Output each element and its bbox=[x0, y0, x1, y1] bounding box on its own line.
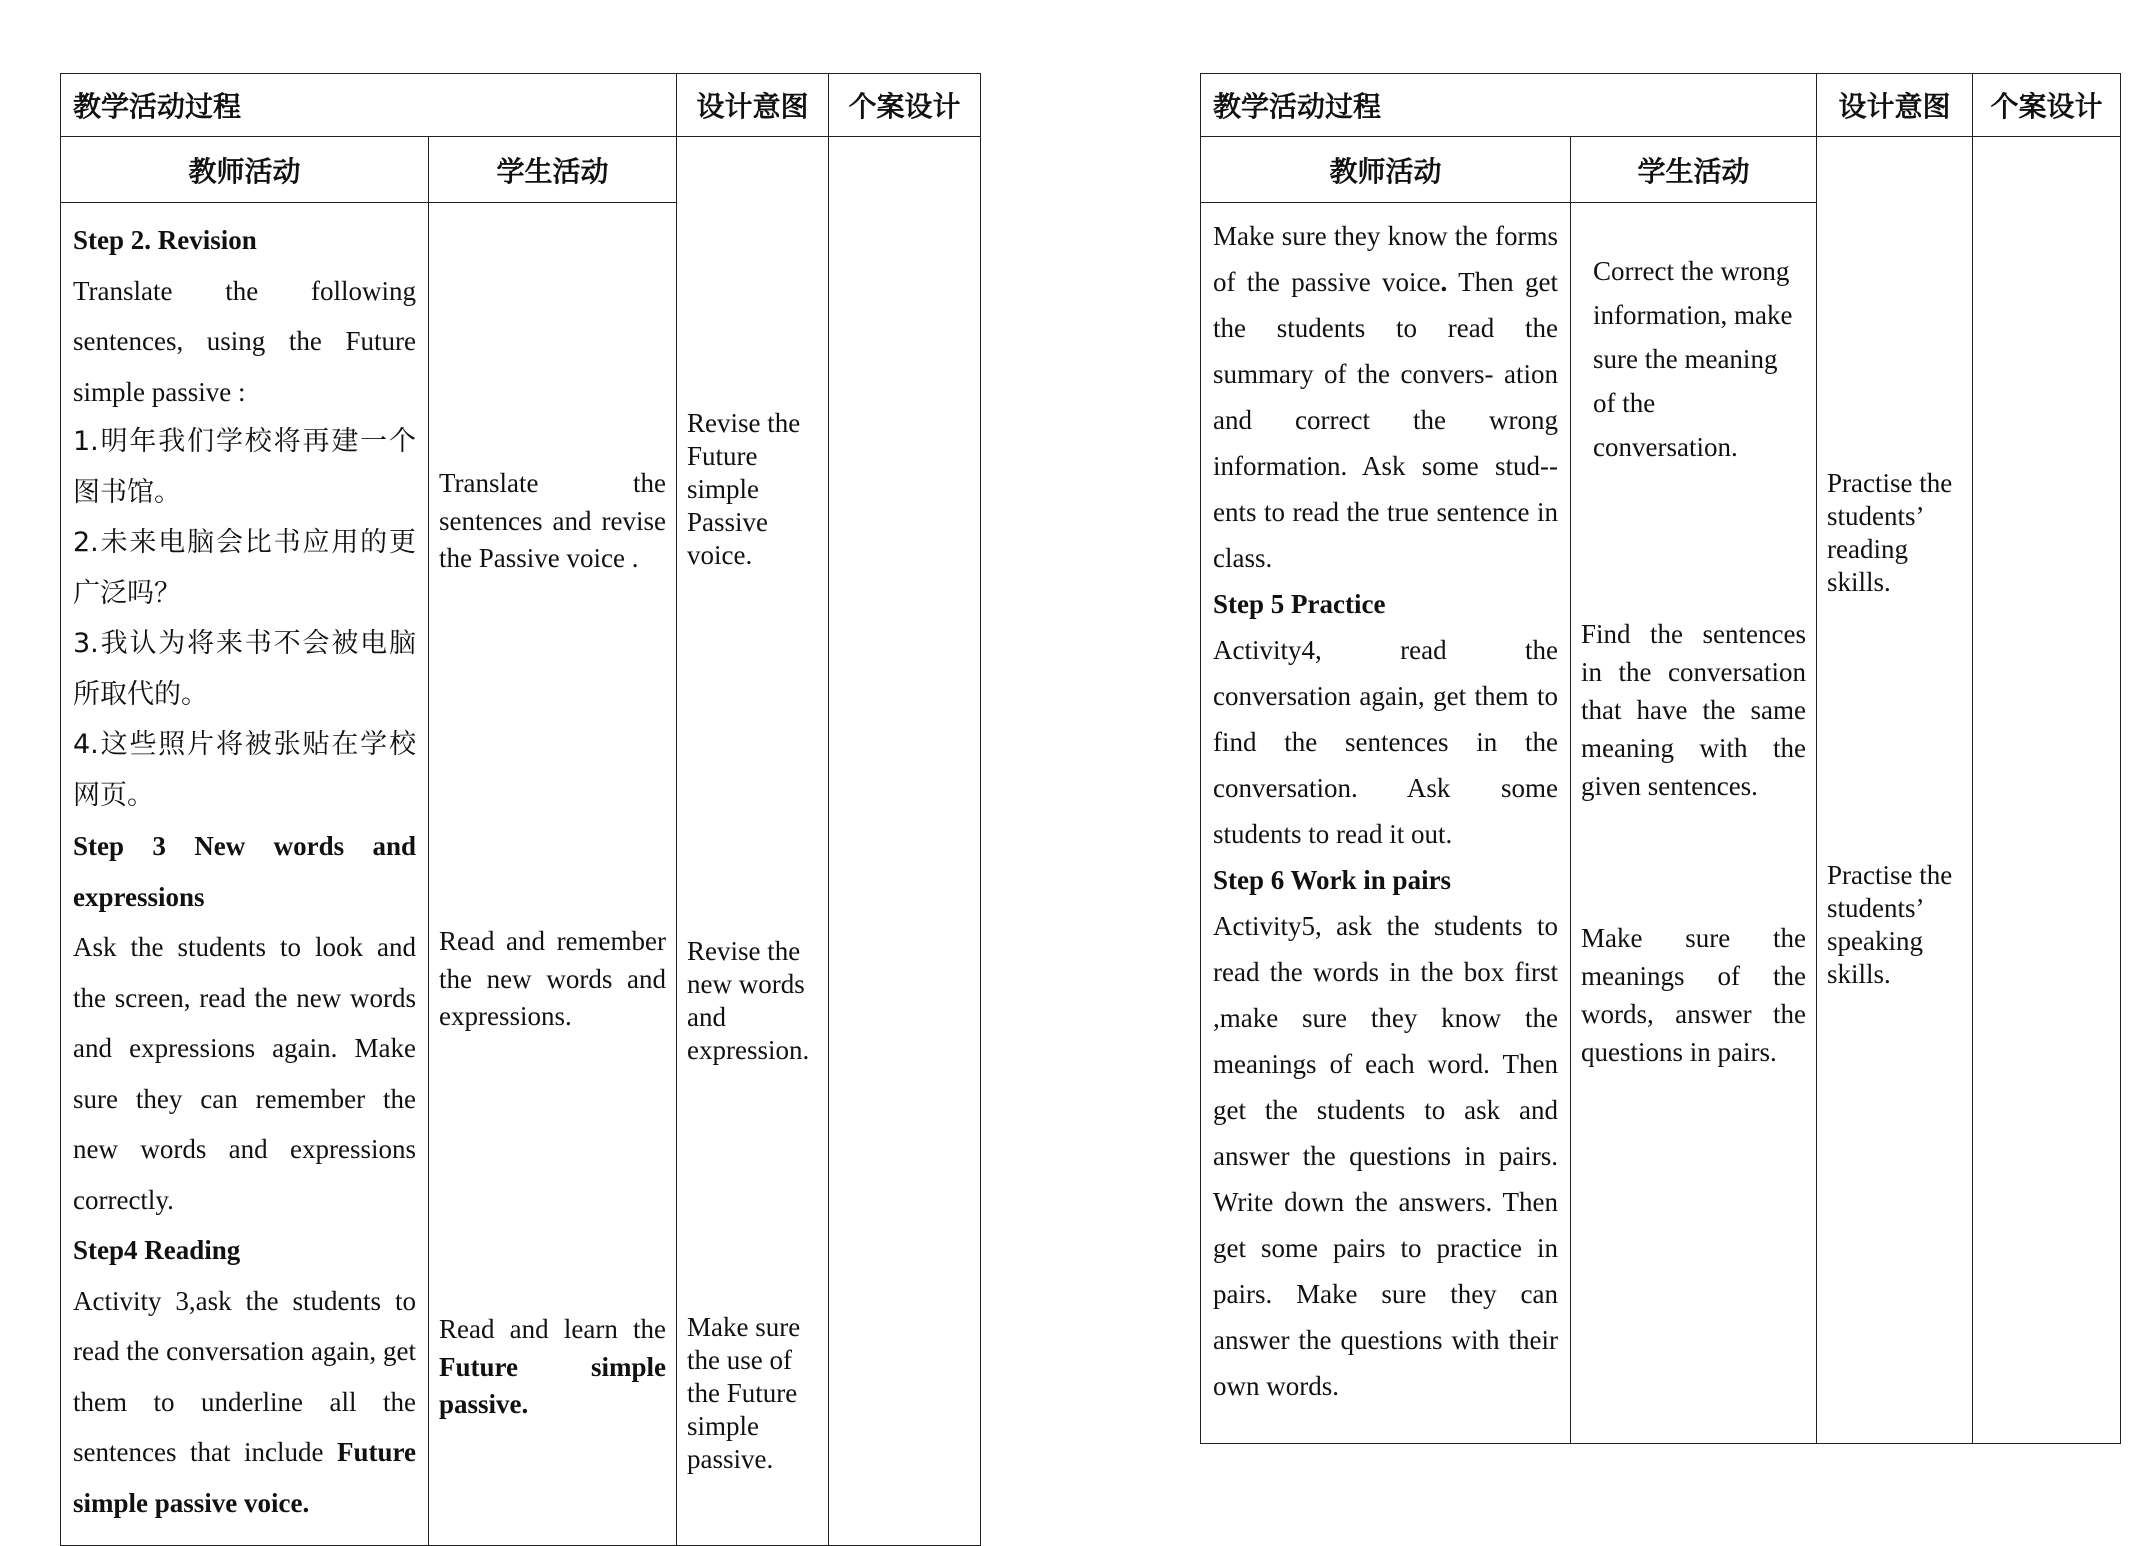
student-activities bbox=[429, 203, 677, 1546]
step3-text: Ask the students to look and the screen, read the new words and expressions again. Make sure they can remember the new words and expressions correctly. bbox=[73, 932, 416, 1215]
intent-header: 设计意图 bbox=[677, 74, 829, 137]
process-header: 教学活动过程 bbox=[1201, 74, 1817, 137]
right-page bbox=[1200, 73, 2121, 1444]
intent-reading: Make sure the use of the Future simple passive. bbox=[687, 1312, 801, 1474]
student-find-sentences: Find the sentences in the conversation that have the same meaning with the given sentences. bbox=[1581, 619, 1807, 801]
sentence-3: 3.我认为将来书不会被电脑所取代的。 bbox=[73, 628, 416, 710]
teacher-header: 教师活动 bbox=[1201, 137, 1571, 203]
sentence-4: 4.这些照片将被张贴在学校网页。 bbox=[73, 729, 416, 811]
case-column bbox=[1973, 137, 2121, 1444]
student-header: 学生活动 bbox=[429, 137, 677, 203]
teacher-activities bbox=[1201, 203, 1571, 1444]
teacher-activities bbox=[61, 203, 429, 1546]
case-column bbox=[829, 137, 981, 1546]
intent-reading-skills: Practise the students’ reading skills. bbox=[1827, 468, 1953, 597]
process-header: 教学活动过程 bbox=[61, 74, 677, 137]
teacher-header: 教师活动 bbox=[61, 137, 429, 203]
step6-title: Step 6 Work in pairs bbox=[1213, 865, 1452, 895]
step5-text: Activity4, read the conversation again, get them to find the sentences in the conversation. Ask some students to read it out. bbox=[1213, 635, 1558, 849]
intent-column bbox=[1817, 137, 1973, 1444]
student-activities bbox=[1571, 203, 1817, 1444]
right-lesson-table bbox=[1200, 73, 2121, 1444]
step6-text: Activity5, ask the students to read the words in the box first ,make sure they know the meanings of each word. Then get the students to ask and answer the questions in pairs. Write down the answers. Then get some pairs to practice in pairs. Make sure they can answer the questions with their own words. bbox=[1213, 911, 1558, 1401]
sentence-2: 2.未来电脑会比书应用的更广泛吗？ bbox=[73, 527, 416, 609]
step4-text: Activity 3,ask the students to read the conversation again, get them to underline all the sentences that include Future simple passive voice. bbox=[73, 1285, 416, 1518]
student-read-learn: Read and learn the Future simple passive. bbox=[439, 1314, 667, 1419]
step3-title: Step 3 New words and expressions bbox=[73, 831, 416, 912]
intent-words: Revise the new words and expression. bbox=[687, 936, 810, 1065]
student-correct-info: Correct the wrong information, make sure the meaning of the conversation. bbox=[1593, 256, 1793, 462]
intent-header: 设计意图 bbox=[1817, 74, 1973, 137]
sentence-1: 1.明年我们学校将再建一个图书馆。 bbox=[73, 426, 416, 508]
intent-revision: Revise the Future simple Passive voice. bbox=[687, 408, 801, 570]
left-page bbox=[60, 73, 981, 1546]
case-header: 个案设计 bbox=[829, 74, 981, 137]
step4-title: Step4 Reading bbox=[73, 1235, 241, 1265]
intent-speaking-skills: Practise the students’ speaking skills. bbox=[1827, 860, 1953, 989]
left-lesson-table bbox=[60, 73, 981, 1546]
student-read-remember: Read and remember the new words and expressions. bbox=[439, 926, 667, 1031]
step5-title: Step 5 Practice bbox=[1213, 589, 1386, 619]
case-header: 个案设计 bbox=[1973, 74, 2121, 137]
intent-column bbox=[677, 137, 829, 1546]
student-translate: Translate the sentences and revise the Passive voice . bbox=[439, 468, 667, 573]
student-answer-pairs: Make sure the meanings of the words, answer the questions in pairs. bbox=[1581, 923, 1807, 1067]
step2-title: Step 2. Revision bbox=[73, 225, 257, 255]
student-header: 学生活动 bbox=[1571, 137, 1817, 203]
step2-text: Translate the following sentences, using the Future simple passive : bbox=[73, 275, 416, 407]
teacher-summary-text: Make sure they know the forms of the passive voice. Then get the students to read the summary of the convers- ation and correct the wrong information. Ask some stud-- ents to read the true sentence in class. bbox=[1213, 221, 1558, 573]
